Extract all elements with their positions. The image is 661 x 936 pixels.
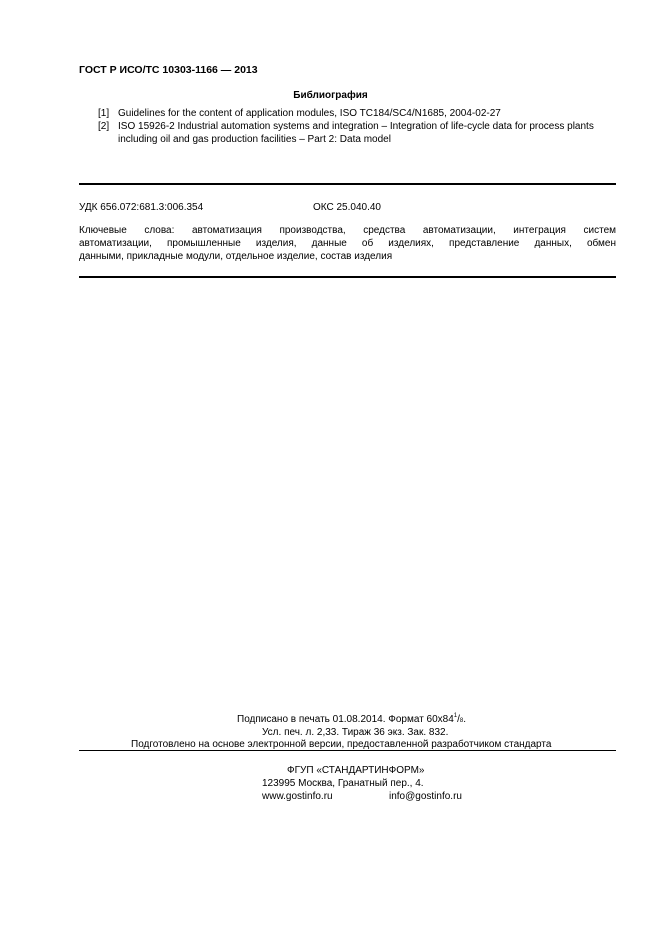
format-numerator: 1 [453,713,458,719]
print-info: Усл. печ. л. 2,33. Тираж 36 экз. Зак. 832. [262,727,449,738]
signed-text: Подписано в печать 01.08.2014. Формат 60x84 [237,714,454,725]
oks-code: ОКС 25.040.40 [313,202,381,213]
signed-for-print: Подписано в печать 01.08.2014. Формат $60x84^1/8$. [237,713,467,725]
signed-suffix: . [463,714,467,725]
bibliography-item-text: ISO 15926-2 Industrial automation systems and integration – Integration of life-cycle data for process plants including oil and gas production facilities – Part 2: Data model [118,121,594,145]
bibliography-item-number: [2] [98,121,110,132]
bibliography-list [98,107,618,146]
bibliography-item-number: [1] [98,108,110,119]
standard-id: ГОСТ Р ИСО/ТС 10303-1166 — 2013 [79,64,258,76]
bibliography-item [98,107,618,120]
publisher-website: www.gostinfo.ru [262,791,333,802]
udk-code: УДК 656.072:681.3:006.354 [79,202,204,213]
prepared-note: Подготовлено на основе электронной версии, предоставленной разработчиком стандарта [131,739,552,750]
bibliography-title: Библиография [293,90,368,101]
section-divider-top [79,183,616,185]
keywords-block [79,224,616,263]
publisher-address: 123995 Москва, Гранатный пер., 4. [262,778,424,789]
section-divider-bottom [79,276,616,278]
publisher-email: info@gostinfo.ru [389,791,462,802]
keywords-line: автоматизации, промышленные изделия, данные об изделиях, представление данных, обмен [79,238,616,249]
imprint-divider [79,750,616,751]
format-denominator: 8 [459,718,464,724]
bibliography-item-text: Guidelines for the content of application modules, ISO TC184/SC4/N1685, 2004-02-27 [118,108,501,119]
keywords-line: Ключевые слова: автоматизация производства, средства автоматизации, интеграция систем [79,225,616,236]
publisher-name: ФГУП «СТАНДАРТИНФОРМ» [287,765,425,776]
bibliography-item [98,120,618,146]
keywords-line: данными, прикладные модули, отдельное изделие, состав изделия [79,251,393,262]
